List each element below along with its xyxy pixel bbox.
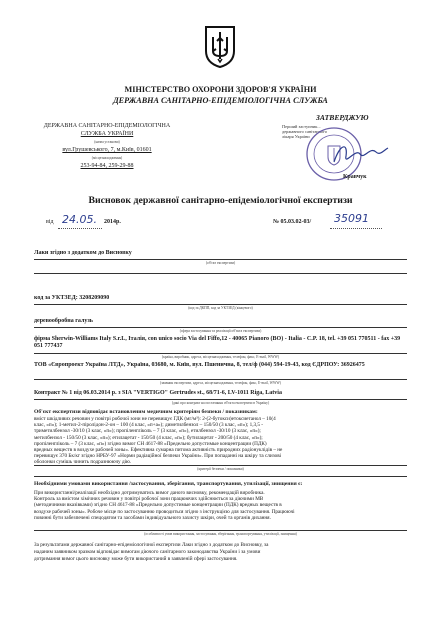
service-title: ДЕРЖАВНА САНІТАРНО-ЕПІДЕМІОЛОГІЧНА СЛУЖБА: [113, 96, 328, 105]
org-name-line2: СЛУЖБА УКРАЇНИ: [80, 131, 134, 137]
conditions-line: Контроль за вмістом хімічних речовин у повітрі робочої зони працюючих здійснюється за діючими МВ: [34, 496, 264, 503]
conditions-line: При використанні/реалізації необхідно дотримуватись вимог даного висновку, рекомендацій виробника.: [34, 490, 265, 496]
criteria-line: вміст шкідливих речовин у повітрі робочої зони не перевищує ГДК (мг/м³): 2-(2-бутокси)етоксиетанол – 10(4: [34, 416, 276, 422]
conclusion-block: [34, 542, 414, 563]
conclusion-line: наданим заявником зразком відповідає вимогам діючого санітарного законодавства України і за умови: [34, 549, 261, 555]
conditions-caption: (особливості умов використання, застосування, зберігання, транспортування, утилізації, знищення): [144, 532, 297, 536]
code-caption: (код за ДКПП, код за УКТЗЕД (кінцевого): [188, 306, 253, 310]
manufacturer-caption: (країна, виробник, адреса, місцезнаходження, телефон, факс, E-mail, WWW): [161, 355, 280, 359]
conclusion-line: дотримання вимог цього висновку може бути використаний в заявленій сфері застосування.: [34, 556, 238, 562]
number-prefix: № 05.03.02-03/: [273, 219, 312, 225]
applicant-field: ТОВ «Європроект Україна ЛТД», Україна, 03680, м. Київ, вул. Пшенична, 8, тел/ф (044) 594-19-43, код ЄДРПОУ: 36926475: [34, 362, 365, 368]
industry-field: деревообробна галузь: [34, 318, 93, 324]
signature: [330, 138, 390, 172]
number-handwritten: 35091: [334, 212, 369, 225]
conditions-line: повинні бути забезпечені спецодягом та засобами індивідуального захисту шкіри, очей та органів дихання.: [34, 514, 271, 521]
criteria-block: [34, 409, 414, 466]
contract-field: Контракт № 1 від 06.03.2014 р. з SIA "VERTIGO" Gertrudes st., 68/71-6, LV-1011 Riga, Latvia: [34, 390, 282, 396]
conditions-header: Необхідними умовами використання /застосування, зберігання, транспортування, утилізації, знищення є:: [34, 481, 303, 487]
approve-label: ЗАТВЕРДЖУЮ: [316, 113, 369, 122]
org-address-caption: (місцезнаходження): [91, 156, 123, 160]
object-name: Лаки згідно з додатком до Висновку: [34, 250, 132, 256]
org-address: вул.Грушевського, 7, м.Київ, 01601: [62, 147, 152, 153]
criteria-line: оболонки сумішь чинить подразнюючу дію.: [34, 459, 132, 466]
date-from-label: від: [46, 219, 54, 225]
object-caption: (об'єкт експертизи): [205, 261, 236, 265]
criteria-line: пропіленгліколь – 7 (3 клас, «п») згідно вимог СН 4617-88 «Предельно допустимые концентрации (ПДК): [34, 440, 267, 447]
criteria-line: метилбензол - 150/50 (3 клас, «п»); етилацетат - 150/50 (4 клас, «п»); бутилацетат - 200/50 (4 клас, «п»);: [34, 434, 263, 441]
org-caption: (назва установи): [94, 140, 120, 144]
approver-role-line: лікаря України: [282, 134, 310, 140]
product-code: код за УКТЗЕД: 3208209090: [34, 295, 110, 301]
conclusion-line: За результатами державної санітарно-епідеміологічної експертизи Лаки згідно з додатком до Висновку, за: [34, 542, 269, 548]
approver-role-line: державного санітарного: [282, 129, 328, 135]
criteria-line: клас, «п»); 1-метил-2-піролідон-2-он – 100 (4 клас, «п+а»); диметилбензол – 150/50 (3 клас, «п»); 1,3,5 -: [34, 422, 264, 429]
approver-role-line: Перший заступник...: [282, 124, 321, 129]
contract-caption: (дані про контракт на постачання об'єкта експертизи в Україну): [171, 401, 270, 405]
org-name-line1: ДЕРЖАВНА САНІТАРНО-ЕПІДЕМІОЛОГІЧНА: [43, 123, 171, 129]
coat-of-arms-icon: [203, 25, 237, 69]
date-year: 2014р.: [104, 219, 121, 225]
signer-name: Кравчук: [343, 174, 367, 180]
criteria-caption: (критерії безпеки / показники): [197, 467, 244, 471]
manufacturer-field: фірма Sherwin-Williams Italy S.r.L, Італія, con unico socio Via del Fiffo,12 - 40065 Pianoro (BO) - Italia - C.P. 18, tel. +39 051 770511 - fax +39 051 777437: [34, 336, 401, 349]
criteria-line: вредных веществ в воздухе рабочей зоны». Ефективна сумарна питома активність природних радіонуклідів – не: [34, 447, 283, 454]
industry-caption: (сфера застосування та реалізації об'єкта експертизи): [179, 329, 262, 333]
org-phone: 253-94-84, 259-29-88: [80, 163, 134, 169]
document-title: Висновок державної санітарно-епідеміологічної експертизи: [88, 195, 353, 206]
applicant-caption: (заявник експертизи, адреса, місцезнаходження, телефон, факс, E-mail, WWW): [160, 381, 281, 385]
date-handwritten: 24.05.: [62, 213, 97, 226]
ministry-title: МІНІСТЕРСТВО ОХОРОНИ ЗДОРОВ'Я УКРАЇНИ: [124, 85, 317, 94]
criteria-line: триметилбензол -30/10 (3 клас, «п»); пропіленгліколь – 7 (3 клас, «п»), етилбензол -30/10 (3 клас, «п»);: [34, 428, 261, 435]
criteria-line: перевищує 370 Бк/кг згідно НРБУ-97 «Норми радіаційної безпеки України». При попаданні на шкіру та слизові: [34, 453, 282, 460]
conditions-line: воздухе рабочей зоны». Робоче місце по застосуванню проводиться згідно з інструкцією для застосування. Працюючі: [34, 508, 295, 515]
conditions-line: (методичними вказівками) згідно СН 4617-88 «Предельно допустимые концентрации (ПДК) вредных веществ в: [34, 502, 282, 509]
criteria-header: Об'єкт експертизи відповідає встановленим медичним критеріям безпеки / показникам:: [34, 409, 258, 415]
conditions-block: [34, 481, 414, 521]
